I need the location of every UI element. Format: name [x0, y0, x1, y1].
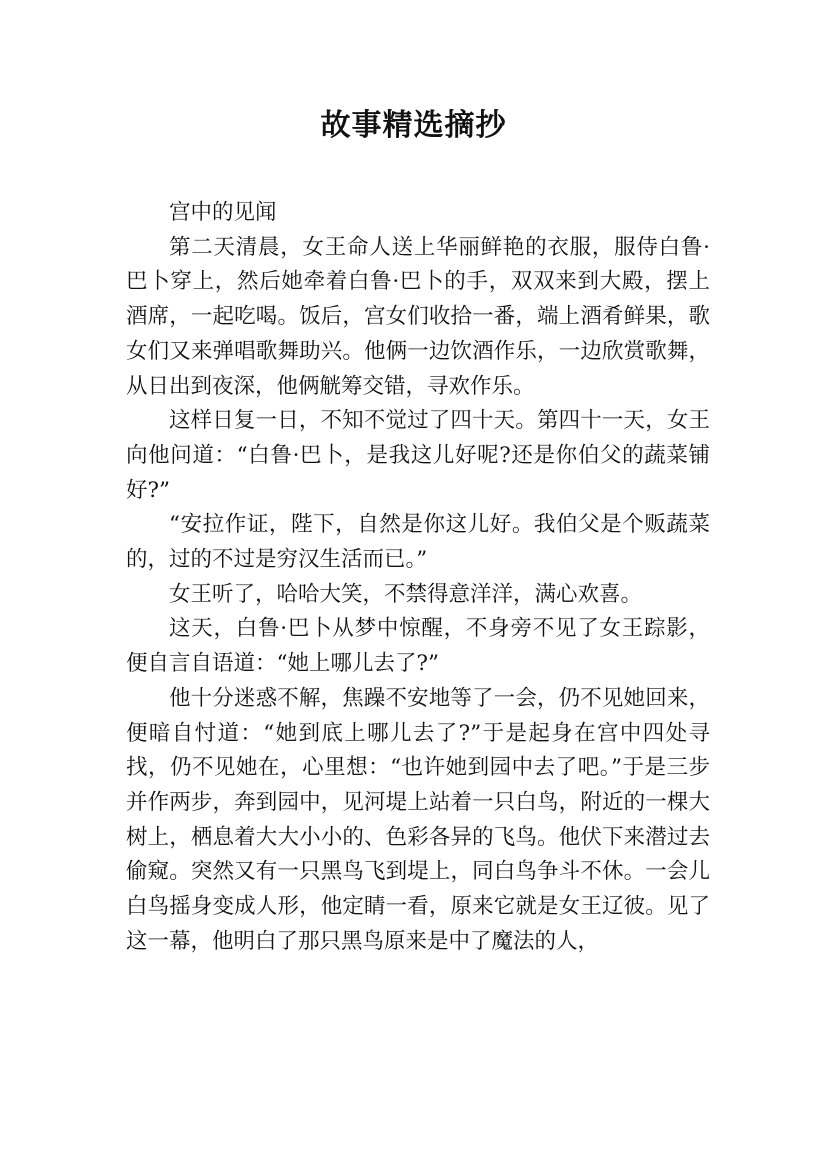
paragraph: 女王听了，哈哈大笑，不禁得意洋洋，满心欢喜。: [169, 581, 643, 607]
paragraph: 第二天清晨，女王命人送上华丽鲜艳的衣服，服侍白鲁·巴卜穿上，然后她牵着白鲁·巴卜的手，双双来到大殿，摆上酒席，一起吃喝。饭后，宫女们收拾一番，端上酒肴鲜果，歌女们又来弹唱歌舞助兴。他俩一边饮酒作乐，一边欣赏歌舞，从日出到夜深，他俩觥筹交错，寻欢作乐。: [126, 234, 710, 399]
document-body: [126, 196, 710, 959]
document-title: 故事精选摘抄: [320, 108, 507, 143]
paragraph: 他十分迷惑不解，焦躁不安地等了一会，仍不见她回来，便暗自忖道：“她到底上哪儿去了?”于是起身在宫中四处寻找，仍不见她在，心里想：“也许她到园中去了吧。”于是三步并作两步，奔到园中，见河堤上站着一只白鸟，附近的一棵大树上，栖息着大大小小的、色彩各异的飞鸟。他伏下来潜过去偷窥。突然又有一只黑鸟飞到堤上，同白鸟争斗不休。一会儿白鸟摇身变成人形，他定睛一看，原来它就是女王辽彼。见了这一幕，他明白了那只黑鸟原来是中了魔法的人，: [126, 685, 710, 954]
section-heading: 宫中的见闻: [169, 200, 277, 225]
paragraph: 这天，白鲁·巴卜从梦中惊醒，不身旁不见了女王踪影，便自言自语道：“她上哪儿去了?”: [126, 616, 710, 677]
paragraph: 这样日复一日，不知不觉过了四十天。第四十一天，女王向他问道：“白鲁·巴卜，是我这儿好呢?还是你伯父的蔬菜铺好?”: [126, 408, 710, 503]
paragraph: “安拉作证，陛下，自然是你这儿好。我伯父是个贩蔬菜的，过的不过是穷汉生活而已。”: [126, 512, 710, 573]
